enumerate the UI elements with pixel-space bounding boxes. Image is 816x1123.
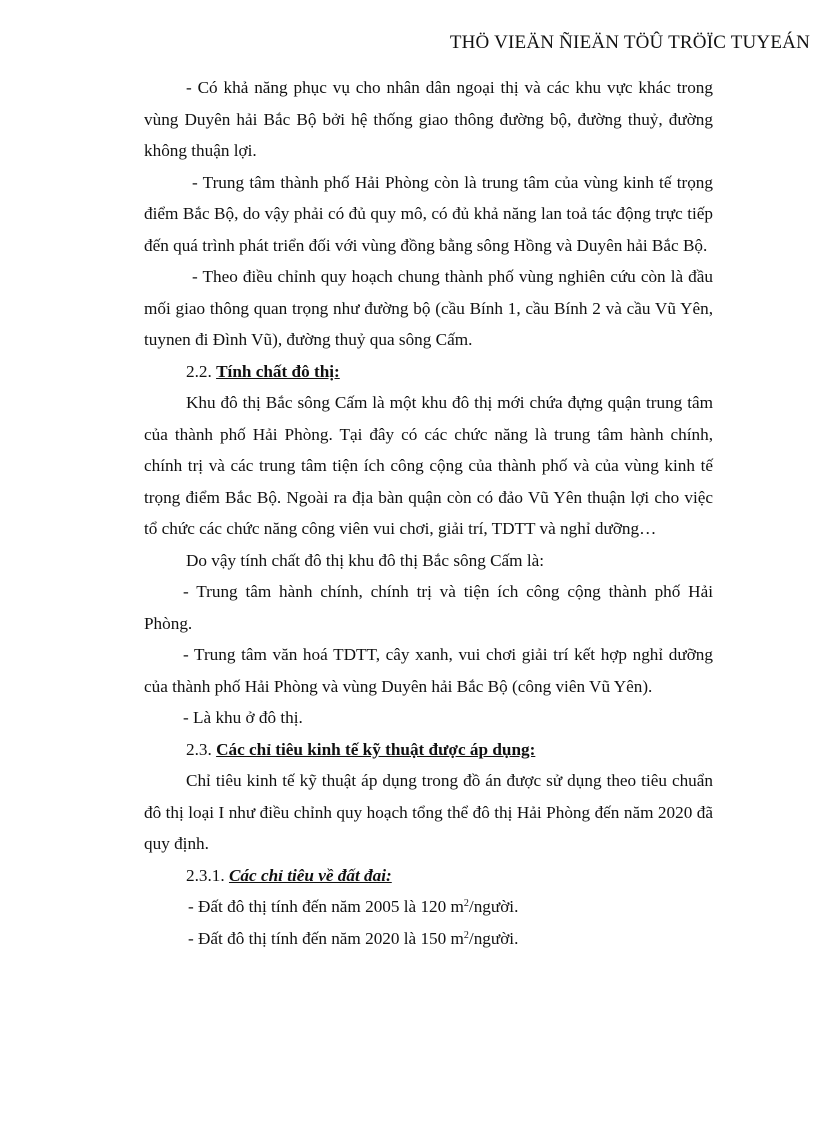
paragraph-admin-center: - Trung tâm hành chính, chính trị và tiện ích công cộng thành phố Hải Phòng. [144,582,713,633]
section-number: 2.3.1. [186,865,225,885]
paragraph-land-2020 [144,923,713,955]
paragraph-technical-criteria: Chỉ tiêu kinh tế kỹ thuật áp dụng trong đồ án được sử dụng theo tiêu chuẩn đô thị loại I như điều chỉnh quy hoạch tổng thể đô thị Hải Phòng đến năm 2020 đã quy định. [144,771,713,853]
paragraph-culture-center: - Trung tâm văn hoá TDTT, cây xanh, vui chơi giải trí kết hợp nghỉ dưỡng của thành phố Hải Phòng và vùng Duyên hải Bắc Bộ (công viên Vũ Yên). [144,645,713,696]
paragraph-urban-nature: Khu đô thị Bắc sông Cấm là một khu đô thị mới chứa đựng quận trung tâm của thành phố Hải Phòng. Tại đây có các chức năng là trung tâm hành chính, chính trị và các trung tâm tiện ích công cộng của thành phố và của vùng kinh tế trọng điểm Bắc Bộ. Ngoài ra địa bàn quận còn có đảo Vũ Yên thuận lợi cho việc tổ chức các chức năng công viên vui chơi, giải trí, TDTT và nghỉ dưỡng… [144,393,713,538]
land-unit: /người. [468,928,519,948]
page-header: THÖ VIEÄN ÑIEÄN TÖÛ TRÖÏC TUYEÁN [449,32,810,53]
superscript: 2 [463,898,469,909]
document-body [144,72,713,954]
section-heading-2-3-1 [144,860,713,892]
land-text: - Đất đô thị tính đến năm 2005 là 120 m [188,897,464,916]
paragraph-therefore: Do vậy tính chất đô thị khu đô thị Bắc sông Cấm là: [186,550,545,570]
section-title: Các chỉ tiêu về đất đai: [228,865,392,885]
section-number: 2.3. [186,739,212,759]
land-unit: /người. [468,897,519,916]
section-heading-2-3 [144,734,713,766]
paragraph-land-2005 [144,891,713,923]
paragraph-service-capacity: - Có khả năng phục vụ cho nhân dân ngoại thị và các khu vực khác trong vùng Duyên hải Bắc Bộ bởi hệ thống giao thông đường bộ, đường thuỷ, đường không thuận lợi. [144,78,713,160]
paragraph-regional-center: - Trung tâm thành phố Hải Phòng còn là trung tâm của vùng kinh tế trọng điểm Bắc Bộ, do vậy phải có đủ quy mô, có đủ khả năng lan toả tác động trực tiếp đến quá trình phát triển đối với vùng đồng bằng sông Hồng và Duyên hải Bắc Bộ. [144,172,713,255]
section-title: Các chỉ tiêu kinh tế kỹ thuật được áp dụng: [216,739,536,759]
section-number: 2.2. [186,361,212,381]
section-title: Tính chất đô thị: [216,361,340,381]
section-heading-2-2 [144,356,713,388]
paragraph-transport-hub: - Theo điều chỉnh quy hoạch chung thành phố vùng nghiên cứu còn là đầu mối giao thông quan trọng như đường bộ (cầu Bính 1, cầu Bính 2 và cầu Vũ Yên, tuynen đi Đình Vũ), đường thuỷ qua sông Cấm. [144,267,713,349]
land-text: - Đất đô thị tính đến năm 2020 là 150 m [188,928,464,948]
superscript: 2 [463,929,469,941]
paragraph-residential: - Là khu ở đô thị. [183,708,303,727]
